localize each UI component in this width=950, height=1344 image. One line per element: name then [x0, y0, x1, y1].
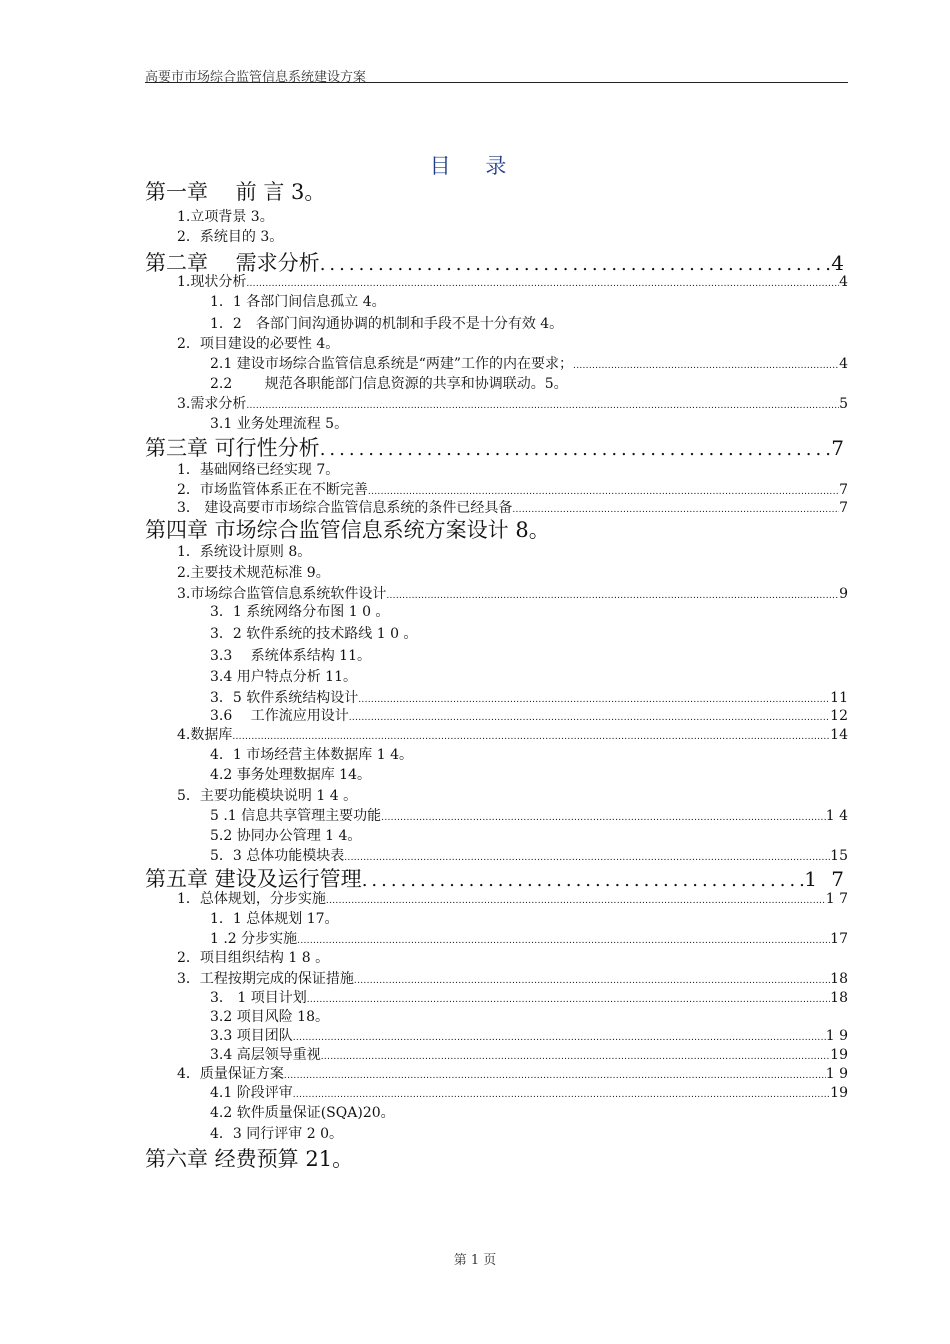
toc-leader-dots — [386, 591, 839, 601]
toc-entry[interactable] — [177, 888, 848, 908]
toc-entry[interactable] — [177, 562, 330, 582]
toc-entry[interactable] — [177, 785, 357, 805]
toc-chapter[interactable] — [145, 432, 848, 462]
toc-entry-label: 2.2 规范各职能部门信息资源的共享和协调联动。5。 — [210, 376, 568, 392]
toc-leader-dots — [284, 1071, 826, 1081]
toc-leader-dots — [246, 279, 839, 289]
toc-page-number: 7 — [839, 482, 848, 498]
toc-page-number: 1 7 — [825, 891, 848, 907]
toc-leader-dots — [573, 361, 839, 371]
toc-entry-label: 3．2 软件系统的技术路线 1 0 。 — [210, 626, 418, 642]
toc-leader-dots — [232, 732, 830, 742]
toc-entry[interactable] — [177, 226, 283, 246]
toc-entry-label: 2．市场监管体系正在不断完善 — [177, 482, 368, 498]
toc-leader-dots — [307, 995, 830, 1005]
toc-entry-label: 3.3 项目团队 — [210, 1028, 293, 1044]
toc-page-number: 4 — [839, 274, 848, 290]
toc-entry-label: 4.数据库 — [177, 727, 233, 743]
toc-leader-dots — [358, 695, 830, 705]
toc-entry-label: 4.1 阶段评审 — [210, 1085, 293, 1101]
toc-leader-dots — [354, 976, 830, 986]
toc-page-number: 7 — [839, 500, 848, 516]
toc-chapter[interactable] — [145, 514, 550, 544]
toc-entry-label: 1．1 总体规划 17。 — [210, 911, 339, 927]
toc-entry[interactable] — [210, 1123, 343, 1143]
toc-page-number: 1 9 — [825, 1066, 848, 1082]
toc-leader-dots — [321, 1052, 830, 1062]
toc-entry[interactable] — [210, 623, 417, 643]
toc-entry[interactable] — [177, 333, 339, 353]
toc-page-number: 14 — [830, 727, 848, 743]
toc-entry-label: 2.主要技术规范标准 9。 — [177, 565, 330, 581]
toc-entry[interactable] — [210, 313, 563, 333]
toc-entry-label: 5.2 协同办公管理 1 4。 — [210, 828, 362, 844]
toc-entry-label: 3． 1 项目计划 — [210, 990, 307, 1006]
toc-entry-label: 1．2 各部门间沟通协调的机制和手段不是十分有效 4。 — [210, 316, 564, 332]
toc-entry[interactable] — [210, 845, 848, 865]
toc-entry[interactable] — [177, 393, 848, 413]
toc-page-number: 1 4 — [825, 808, 848, 824]
toc-entry[interactable] — [210, 1102, 395, 1122]
toc-leader-dots — [297, 936, 830, 946]
toc-entry[interactable] — [177, 459, 339, 479]
toc-entry-label: 第一章 前 言 3。 — [145, 180, 326, 204]
toc-entry[interactable] — [210, 645, 371, 665]
toc-entry-label: 3． 建设高要市市场综合监管信息系统的条件已经具备 — [177, 500, 513, 516]
toc-entry-label: 3．工程按期完成的保证措施 — [177, 971, 354, 987]
toc-entry-label: 4．3 同行评审 2 0。 — [210, 1126, 343, 1142]
toc-page-number: 11 — [830, 690, 848, 706]
toc-entry-label: 3.需求分析 — [177, 396, 247, 412]
toc-entry[interactable] — [210, 744, 413, 764]
toc-entry[interactable] — [177, 1063, 848, 1083]
toc-entry[interactable] — [177, 541, 311, 561]
toc-entry[interactable] — [210, 705, 848, 725]
toc-entry[interactable] — [210, 291, 386, 311]
toc-entry[interactable] — [177, 968, 848, 988]
toc-entry[interactable] — [177, 479, 848, 499]
toc-entry-label: 第二章 需求分析 — [145, 251, 320, 275]
toc-leader-dots — [381, 813, 826, 823]
toc-entry-label: 1．1 各部门间信息孤立 4。 — [210, 294, 386, 310]
toc-entry-label: 3.1 业务处理流程 5。 — [210, 416, 349, 432]
toc-entry-label: 4.2 事务处理数据库 14。 — [210, 767, 371, 783]
toc-entry[interactable] — [177, 583, 848, 603]
toc-page-number: 17 — [830, 931, 848, 947]
toc-entry[interactable] — [210, 987, 848, 1007]
toc-leader-dots — [512, 505, 839, 515]
toc-entry[interactable] — [177, 206, 274, 226]
toc-entry[interactable] — [210, 1025, 848, 1045]
toc-page-number: 15 — [830, 848, 848, 864]
toc-entry-label: 1.现状分析 — [177, 274, 247, 290]
toc-page-number: 1 7 — [804, 867, 848, 891]
toc-entry-label: 3.2 项目风险 18。 — [210, 1009, 329, 1025]
toc-leader-dots — [368, 487, 839, 497]
toc-entry-label: 5 .1 信息共享管理主要功能 — [210, 808, 382, 824]
toc-entry[interactable] — [177, 724, 848, 744]
toc-entry[interactable] — [210, 908, 339, 928]
toc-entry-label: 第五章 建设及运行管理 — [145, 867, 362, 891]
toc-entry-label: 4．1 市场经营主体数据库 1 4。 — [210, 747, 413, 763]
toc-page-number: 5 — [839, 396, 848, 412]
toc-entry-label: 第三章 可行性分析 — [145, 436, 320, 460]
toc-leader-dots — [246, 401, 839, 411]
toc-entry-label: 1 .2 分步实施 — [210, 931, 298, 947]
toc-entry-label: 3.3 系统体系结构 11。 — [210, 648, 371, 664]
toc-entry-label: 1.立项背景 3。 — [177, 209, 274, 225]
toc-entry[interactable] — [210, 666, 357, 686]
toc-entry-label: 1．系统设计原则 8。 — [177, 544, 312, 560]
toc-leader-dots — [293, 1090, 830, 1100]
toc-entry[interactable] — [177, 271, 848, 291]
toc-entry-label: 3.4 用户特点分析 11。 — [210, 669, 357, 685]
toc-chapter[interactable] — [145, 1143, 353, 1173]
toc-entry-label: 2.1 建设市场综合监管信息系统是“两建”工作的内在要求； — [210, 356, 574, 372]
toc-entry-label: 3.6 工作流应用设计 — [210, 708, 349, 724]
toc-entry-label: 2．项目建设的必要性 4。 — [177, 336, 340, 352]
toc-entry-label: 1．基础网络已经实现 7。 — [177, 462, 340, 478]
toc-entry[interactable] — [210, 601, 389, 621]
toc-entry-label: 4.2 软件质量保证(SQA)20。 — [210, 1105, 395, 1121]
toc-entry[interactable] — [210, 353, 848, 373]
toc-page-number: 19 — [830, 1085, 848, 1101]
toc-page-number: 4 — [831, 251, 848, 275]
toc-entry-label: 3．5 软件系统结构设计 — [210, 690, 359, 706]
toc-entry[interactable] — [210, 764, 371, 784]
toc-chapter[interactable] — [145, 176, 325, 206]
toc-entry[interactable] — [210, 1044, 848, 1064]
toc-entry-label: 第四章 市场综合监管信息系统方案设计 8。 — [145, 518, 550, 542]
toc-entry[interactable] — [210, 373, 568, 393]
toc-entry[interactable] — [177, 947, 329, 967]
toc-leader-dots — [349, 713, 830, 723]
toc-page-number: 18 — [830, 971, 848, 987]
toc-page-number: 18 — [830, 990, 848, 1006]
toc-leader-dots — [320, 439, 832, 460]
toc-entry-label: 4．质量保证方案 — [177, 1066, 284, 1082]
toc-entry-label: 5．3 总体功能模块表 — [210, 848, 345, 864]
toc-entry-label: 第六章 经费预算 21。 — [145, 1147, 354, 1171]
toc-entry[interactable] — [210, 928, 848, 948]
toc-leader-dots — [293, 1033, 826, 1043]
toc-entry-label: 2．系统目的 3。 — [177, 229, 284, 245]
toc-page-number: 12 — [830, 708, 848, 724]
toc-entry[interactable] — [210, 825, 361, 845]
toc-entry[interactable] — [210, 1082, 848, 1102]
toc-entry-label: 2．项目组织结构 1 8 。 — [177, 950, 330, 966]
toc-page-number: 9 — [839, 586, 848, 602]
toc-entry-label: 3．1 系统网络分布图 1 0 。 — [210, 604, 390, 620]
page-header: 高要市市场综合监管信息系统建设方案 — [145, 70, 367, 85]
toc-entry[interactable] — [210, 1006, 329, 1026]
toc-leader-dots — [344, 853, 830, 863]
toc-page-number: 19 — [830, 1047, 848, 1063]
toc-entry-label: 5．主要功能模块说明 1 4 。 — [177, 788, 358, 804]
toc-entry-label: 3.4 高层领导重视 — [210, 1047, 321, 1063]
page-footer: 第 1 页 — [453, 1253, 497, 1268]
toc-entry[interactable] — [210, 413, 348, 433]
toc-entry[interactable] — [210, 687, 848, 707]
toc-page-number: 7 — [831, 436, 848, 460]
toc-page-number: 1 9 — [825, 1028, 848, 1044]
toc-entry-label: 1．总体规划，分步实施 — [177, 891, 326, 907]
toc-page-number: 4 — [839, 356, 848, 372]
toc-entry[interactable] — [210, 805, 848, 825]
toc-leader-dots — [326, 896, 826, 906]
toc-title: 目 录 — [429, 154, 521, 178]
toc-entry-label: 3.市场综合监管信息系统软件设计 — [177, 586, 387, 602]
